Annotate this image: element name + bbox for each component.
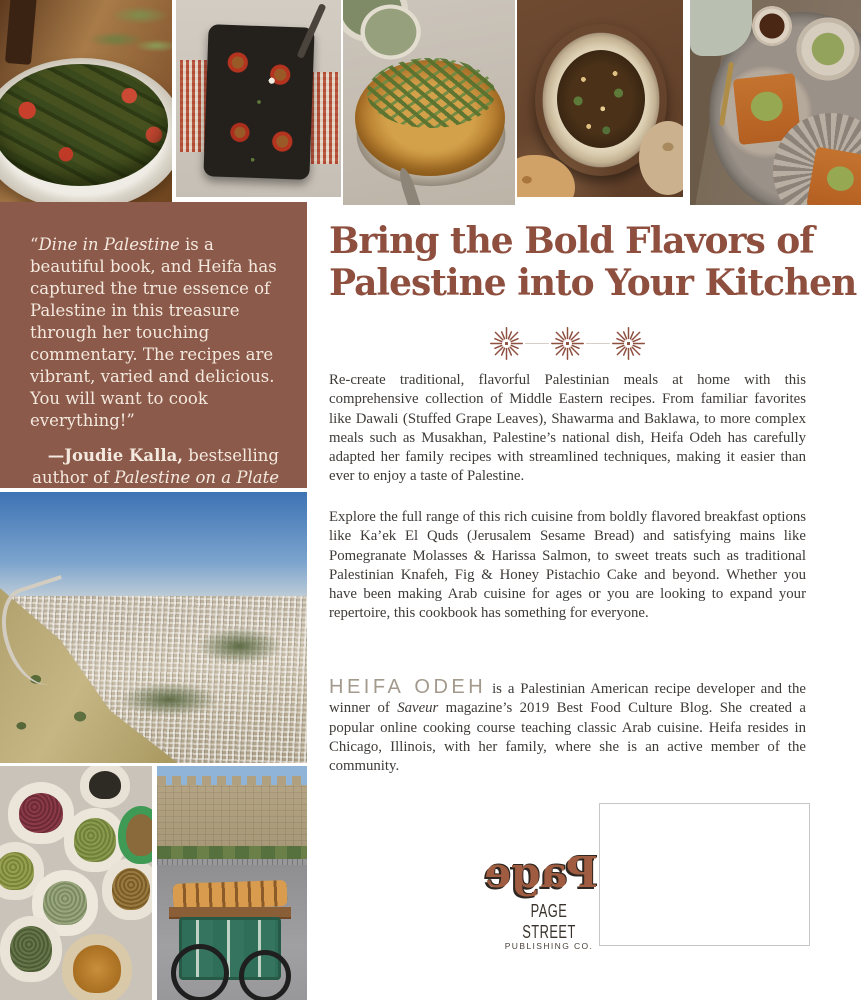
old-city-wall [157,785,307,847]
starburst-ornament-icon [610,325,647,362]
body-paragraph-2: Explore the full range of this rich cuisine from boldly flavored breakfast options like Ka’ek El Quds (Jerusalem Sesame Bread) and satisfying mains like Pomegranate Molasses & Harissa Salmon, to sweet treats such as traditional Palestinian Knafeh, Fig & Honey Pistachio Cake and beyond. Whether you have been making Arab cuisine for ages or you are looking to expand your repertoire, this cookbook has something for everyone. [329,509,806,622]
photo-hummus-platter [517,0,683,197]
tea-cup [750,4,794,48]
ornament-row [329,325,806,362]
cart-wheel [239,950,291,1000]
publisher-name: PAGE STREET [522,900,576,942]
stuffed-peppers [206,26,312,178]
grape-leaf-rolls [0,64,168,186]
spice-sack [62,934,132,1000]
photo-knafeh [690,0,861,205]
photo-street-bread-cart [157,766,307,1000]
cart-wheel [171,944,229,1000]
publisher-subname: PUBLISHING CO. [504,941,594,951]
spice-sack [80,766,130,808]
photo-cityscape [0,492,307,763]
photo-spice-sacks [0,766,152,1000]
photo-stuffed-grape-leaves [0,0,172,205]
pistachio-bowl [795,16,861,82]
barcode-placeholder [599,803,810,946]
author-bio: HEIFA ODEH is a Palestinian American recipe developer and the winner of Saveur magazine’s 2019 Best Food Culture Blog. She created a popular online cooking course teaching classic Arab cuisine. Heifa resides in Chicago, Illinois, with her family, where she is an active member of the community. [329,676,806,775]
flatbread [639,121,683,195]
wall-crenellation [157,776,307,785]
spice-sack [0,916,62,982]
sesame-bread-rings [173,880,288,910]
photo-rice-dish [343,0,515,205]
publisher-logo [484,845,598,951]
headline [329,220,857,304]
quote-attribution: —Joudie Kalla, bestselling author of Palestine on a Plate [32,446,279,487]
headline-line2: Palestine into Your Kitchen [329,262,857,304]
body-paragraph-1: Re-create traditional, flavorful Palestinian meals at home with this comprehensive collection of Middle Eastern recipes. From familiar favorites like Dawali (Stuffed Grape Leaves), Shawarma and Baklawa, to more complex meals such as Musakhan, Palestine’s national dish, Heifa Odeh has carefully adapted her family recipes with streamlined techniques, making it easier than ever to enjoy a taste of Palestine. [329,372,806,485]
wood-plank [169,907,291,917]
ornament-line [586,343,610,344]
knafeh-slice [806,146,861,205]
headline-line1: Bring the Bold Flavors of [329,220,814,262]
herb-topping [367,58,495,128]
photo-stuffed-peppers [176,0,341,197]
quote-text: “Dine in Palestine is a beautiful book, and Heifa has captured the true essence of Palestine in this treasure through her touching commentary. The recipes are vibrant, varied and delicious. You will want to cook everything!” [30,235,277,430]
spice-sack [118,806,152,864]
pepper-grinder [5,0,37,65]
ornament-line [525,343,549,344]
publisher-logo-mark-mirrored: Page [484,848,598,897]
patterned-cloth [311,72,339,164]
meat-pine-nut-topping [557,50,645,148]
bread-cart [179,882,281,996]
starburst-ornament-icon [549,325,586,362]
endorsement-quote-panel [0,202,307,488]
tree-line [157,846,307,859]
starburst-ornament-icon [488,325,525,362]
spice-sack [102,858,152,920]
